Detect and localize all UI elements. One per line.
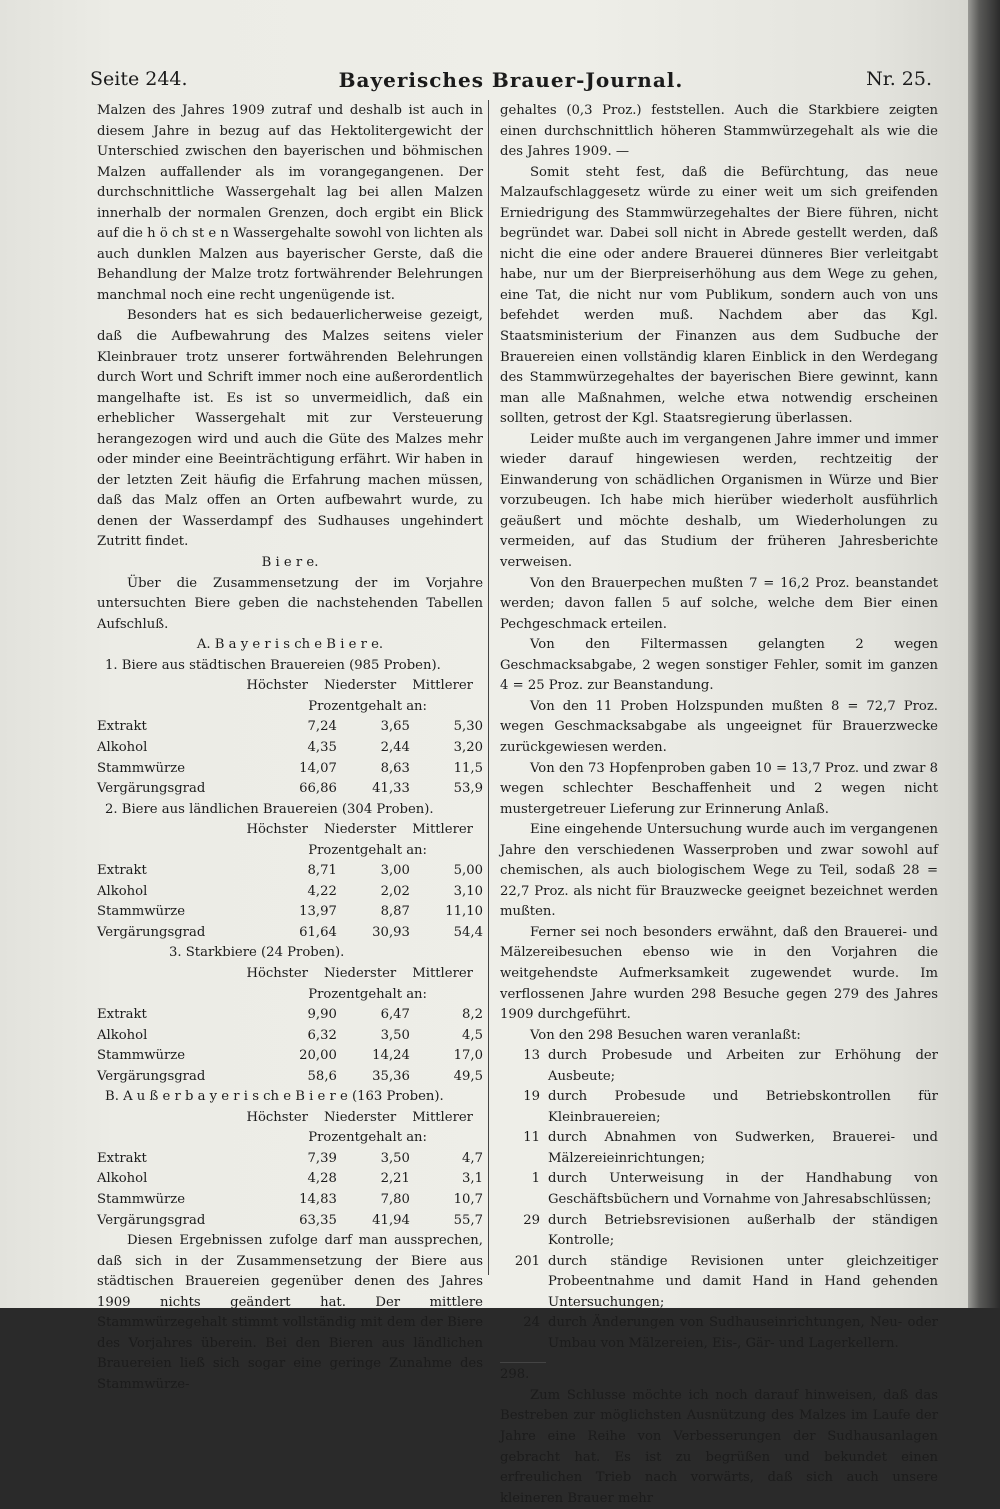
table-title: B. A u ß e r b a y e r i s ch e B i e r e (163 Proben). — [105, 1089, 444, 1105]
column-header: Niederster — [323, 678, 397, 694]
data-table-2 — [97, 800, 483, 944]
list-item: 201 durch ständige Revisionen unter gleichzeitiger Probeentnahme und damit Hand in Hand gehenden Untersuchungen; — [514, 1253, 938, 1310]
table-subheader: Prozentgehalt an: — [308, 986, 427, 1002]
table-subheader: Prozentgehalt an: — [308, 1130, 427, 1146]
left-column — [97, 101, 483, 1395]
table-title: 2. Biere aus ländlichen Brauereien (304 Proben). — [105, 801, 434, 817]
data-table-3 — [97, 943, 483, 1087]
paragraph: Ferner sei noch besonders erwähnt, daß den Brauerei- und Mälzereibesuchen ebenso wie in den Vorjahren die weitgehendste Aufmerksamkeit zugewendet wurde. Im verflossenen Jahre wurden 298 Besuche gegen 279 des Jahres 1909 durchgeführt. — [500, 924, 938, 1023]
column-header: Höchster — [246, 822, 308, 838]
table-row: Extrakt 7,39 3,50 4,7 — [97, 1150, 483, 1166]
visit-list — [500, 1046, 938, 1354]
table-title: 1. Biere aus städtischen Brauereien (985 Proben). — [105, 657, 441, 673]
table-header — [97, 964, 483, 985]
column-header: Mittlerer — [412, 678, 473, 694]
table-row: Alkohol 4,35 2,44 3,20 — [97, 739, 483, 755]
data-table-4 — [97, 1087, 483, 1231]
column-header: Niederster — [323, 965, 397, 981]
table-row: Vergärungsgrad 66,86 41,33 53,9 — [97, 781, 483, 797]
column-header: Niederster — [323, 822, 397, 838]
paragraph: Malzen des Jahres 1909 zutraf und deshalb ist auch in diesem Jahre in bezug auf das Hektolitergewicht der Unterschied zwischen den bayerischen und böhmischen Malzen auffallender als im vorangegangenen. Der durchschnittliche Wassergehalt lag bei allen Malzen innerhalb der normalen Grenzen, doch ergibt ein Blick auf die h ö ch st e n Wassergehalte sowohl von lichten als auch dunklen Malzen aus bayerischer Gerste, daß die Behandlung der Malze trotz fortwährender Belehrungen manchmal noch eine recht ungenügende ist. — [97, 103, 483, 303]
list-item: 1 durch Unterweisung in der Handhabung von Geschäftsbüchern und Vornahme von Jahresabschlüssen; — [531, 1171, 938, 1207]
table-row: Vergärungsgrad 63,35 41,94 55,7 — [97, 1212, 483, 1228]
paragraph: gehaltes (0,3 Proz.) feststellen. Auch die Starkbiere zeigten einen durchschnittlich höheren Stammwürzegehalt als wie die des Jahres 1909. — — [500, 103, 938, 160]
page-header — [90, 68, 932, 98]
table-header — [97, 676, 483, 697]
paragraph: Somit steht fest, daß die Befürchtung, das neue Malzaufschlaggesetz würde zu einer weit um sich greifenden Erniedrigung des Stammwürzegehaltes der Biere führen, nicht begründet war. Dabei soll nicht in Abrede gestellt werden, daß nicht die eine oder andere Brauerei dünneres Bier verleitgabt habe, nur um der Bierpreiserhöhung aus dem Wege zu gehen, eine Tat, die nicht nur vom Publikum, sondern auch von uns befehdet werden muß. Nachdem aber das Kgl. Staatsministerium der Finanzen aus dem Sudbuche der Brauereien einen vollständig klaren Einblick in den Werdegang des Stammwürzegehaltes der bayerischen Biere gewinnt, kann man alle Maßnahmen, welche etwa notwendig erscheinen sollten, getrost der Kgl. Staatsregierung überlassen. — [500, 164, 938, 427]
table-row: Extrakt 8,71 3,00 5,00 — [97, 863, 483, 879]
column-header: Mittlerer — [412, 965, 473, 981]
paragraph: Von den Brauerpechen mußten 7 = 16,2 Proz. beanstandet werden; davon fallen 5 auf solche, welche dem Bier einen Pechgeschmack erteilen. — [500, 575, 938, 632]
list-item: 29 durch Betriebsrevisionen außerhalb der ständigen Kontrolle; — [523, 1212, 938, 1249]
table-row: Extrakt 9,90 6,47 8,2 — [97, 1007, 483, 1023]
page-number: Seite 244. — [90, 68, 188, 90]
table-row: Vergärungsgrad 61,64 30,93 54,4 — [97, 924, 483, 940]
section-heading: B i e r e. — [261, 555, 319, 571]
paragraph: Zum Schlusse möchte ich noch darauf hinweisen, daß das Bestreben zur möglichsten Ausnützung des Malzes im Laufe der Jahre eine Reihe von Verbesserungen der Sudhausanlagen gebracht hat. Es ist zu begrüßen und bekundet einen erfreulichen Trieb nach vorwärts, daß sich auch unsere kleineren Brauer mehr — [500, 1387, 938, 1506]
paragraph: Von den 11 Proben Holzspunden mußten 8 = 72,7 Proz. wegen Geschmacksabgabe als ungeeignet für Brauerzwecke zurückgewiesen werden. — [500, 698, 938, 755]
column-header: Mittlerer — [412, 1109, 473, 1125]
column-header: Höchster — [246, 678, 308, 694]
list-item: 19 durch Probesude und Betriebskontrollen für Kleinbrauereien; — [523, 1089, 938, 1125]
table-row: Extrakt 7,24 3,65 5,30 — [97, 719, 483, 735]
column-divider — [488, 100, 489, 1275]
column-header: Höchster — [246, 1109, 308, 1125]
table-row: Alkohol 4,28 2,21 3,1 — [97, 1171, 483, 1187]
paragraph: Diesen Ergebnissen zufolge darf man aussprechen, daß sich in der Zusammensetzung der Biere aus städtischen Brauereien gegenüber denen des Jahres 1909 nichts geändert hat. Der mittlere Stammwürzegehalt stimmt vollständig mit dem der Biere des Vorjahres überein. Bei den Bieren aus ländlichen Brauereien ließ sich sogar eine geringe Zunahme des Stammwürze- — [97, 1233, 483, 1392]
section-heading: A. B a y e r i s ch e B i e r e. — [196, 637, 384, 653]
column-header: Niederster — [323, 1109, 397, 1125]
table-row: Stammwürze 14,07 8,63 11,5 — [97, 760, 483, 776]
list-item: 13 durch Probesude und Arbeiten zur Erhöhung der Ausbeute; — [523, 1048, 938, 1084]
data-table-1 — [97, 656, 483, 800]
table-header — [97, 820, 483, 841]
issue-number: Nr. 25. — [866, 68, 932, 90]
sum-total: 298. — [500, 1367, 530, 1383]
table-subheader: Prozentgehalt an: — [308, 698, 427, 714]
column-header: Höchster — [246, 965, 308, 981]
list-item: 24 durch Änderungen von Sudhauseinrichtungen, Neu- oder Umbau von Mälzereien, Eis-, Gär- und Lagerkellern. — [523, 1315, 938, 1351]
table-header — [97, 1108, 483, 1129]
table-row: Alkohol 4,22 2,02 3,10 — [97, 883, 483, 899]
table-row: Alkohol 6,32 3,50 4,5 — [97, 1027, 483, 1043]
journal-title: Bayerisches Brauer-Journal. — [338, 68, 684, 92]
paragraph: Von den 73 Hopfenproben gaben 10 = 13,7 Proz. und zwar 8 wegen schlechter Beschaffenheit und 2 wegen nicht mustergetreuer Lieferung zur Erinnerung Anlaß. — [500, 760, 938, 817]
table-row: Stammwürze 13,97 8,87 11,10 — [97, 904, 483, 920]
list-item: 11 durch Abnahmen von Sudwerken, Brauerei- und Mälzereieinrichtungen; — [523, 1130, 938, 1166]
page-edge-shadow — [968, 0, 1000, 1308]
paragraph: Von den 298 Besuchen waren veranlaßt: — [530, 1027, 801, 1043]
table-row: Vergärungsgrad 58,6 35,36 49,5 — [97, 1068, 483, 1084]
paragraph: Leider mußte auch im vergangenen Jahre immer und immer wieder darauf hingewiesen werden, rechtzeitig der Einwanderung von schädlichen Organismen in Würze und Bier vorzubeugen. Ich habe mich hierüber wiederholt ausführlich geäußert und möchte deshalb, um Wiederholungen zu vermeiden, auf das Studium der früheren Jahresberichte verweisen. — [500, 431, 938, 571]
paragraph: Besonders hat es sich bedauerlicherweise gezeigt, daß die Aufbewahrung des Malzes seitens vieler Kleinbrauer trotz unserer fortwährenden Belehrungen durch Wort und Schrift immer noch eine außerordentlich mangelhafte ist. Es ist so unvermeidlich, daß ein erheblicher Wassergehalt mit zur Versteuerung herangezogen wird und auch die Güte des Malzes mehr oder minder eine Beeinträchtigung erfährt. Wir haben in der letzten Zeit häufig die Erfahrung machen müssen, daß das Malz offen an Orten aufbewahrt wurde, zu denen der Wasserdampf des Sudhauses ungehindert Zutritt findet. — [97, 308, 483, 550]
table-title: 3. Starkbiere (24 Proben). — [169, 945, 345, 961]
paragraph: Eine eingehende Untersuchung wurde auch im vergangenen Jahre den verschiedenen Wasserproben und zwar sowohl auf chemischen, als auch biologischem Wege zu Teil, sodaß 28 = 22,7 Proz. als nicht für Brauzwecke geeignet bezeichnet werden mußten. — [500, 822, 938, 920]
sum-rule — [500, 1362, 546, 1363]
right-column — [500, 101, 938, 1509]
paragraph: Über die Zusammensetzung der im Vorjahre untersuchten Biere geben die nachstehenden Tabellen Aufschluß. — [97, 575, 483, 632]
paragraph: Von den Filtermassen gelangten 2 wegen Geschmacksabgabe, 2 wegen sonstiger Fehler, somit im ganzen 4 = 25 Proz. zur Beanstandung. — [500, 637, 938, 694]
table-subheader: Prozentgehalt an: — [308, 842, 427, 858]
table-row: Stammwürze 20,00 14,24 17,0 — [97, 1048, 483, 1064]
table-row: Stammwürze 14,83 7,80 10,7 — [97, 1191, 483, 1207]
column-header: Mittlerer — [412, 822, 473, 838]
